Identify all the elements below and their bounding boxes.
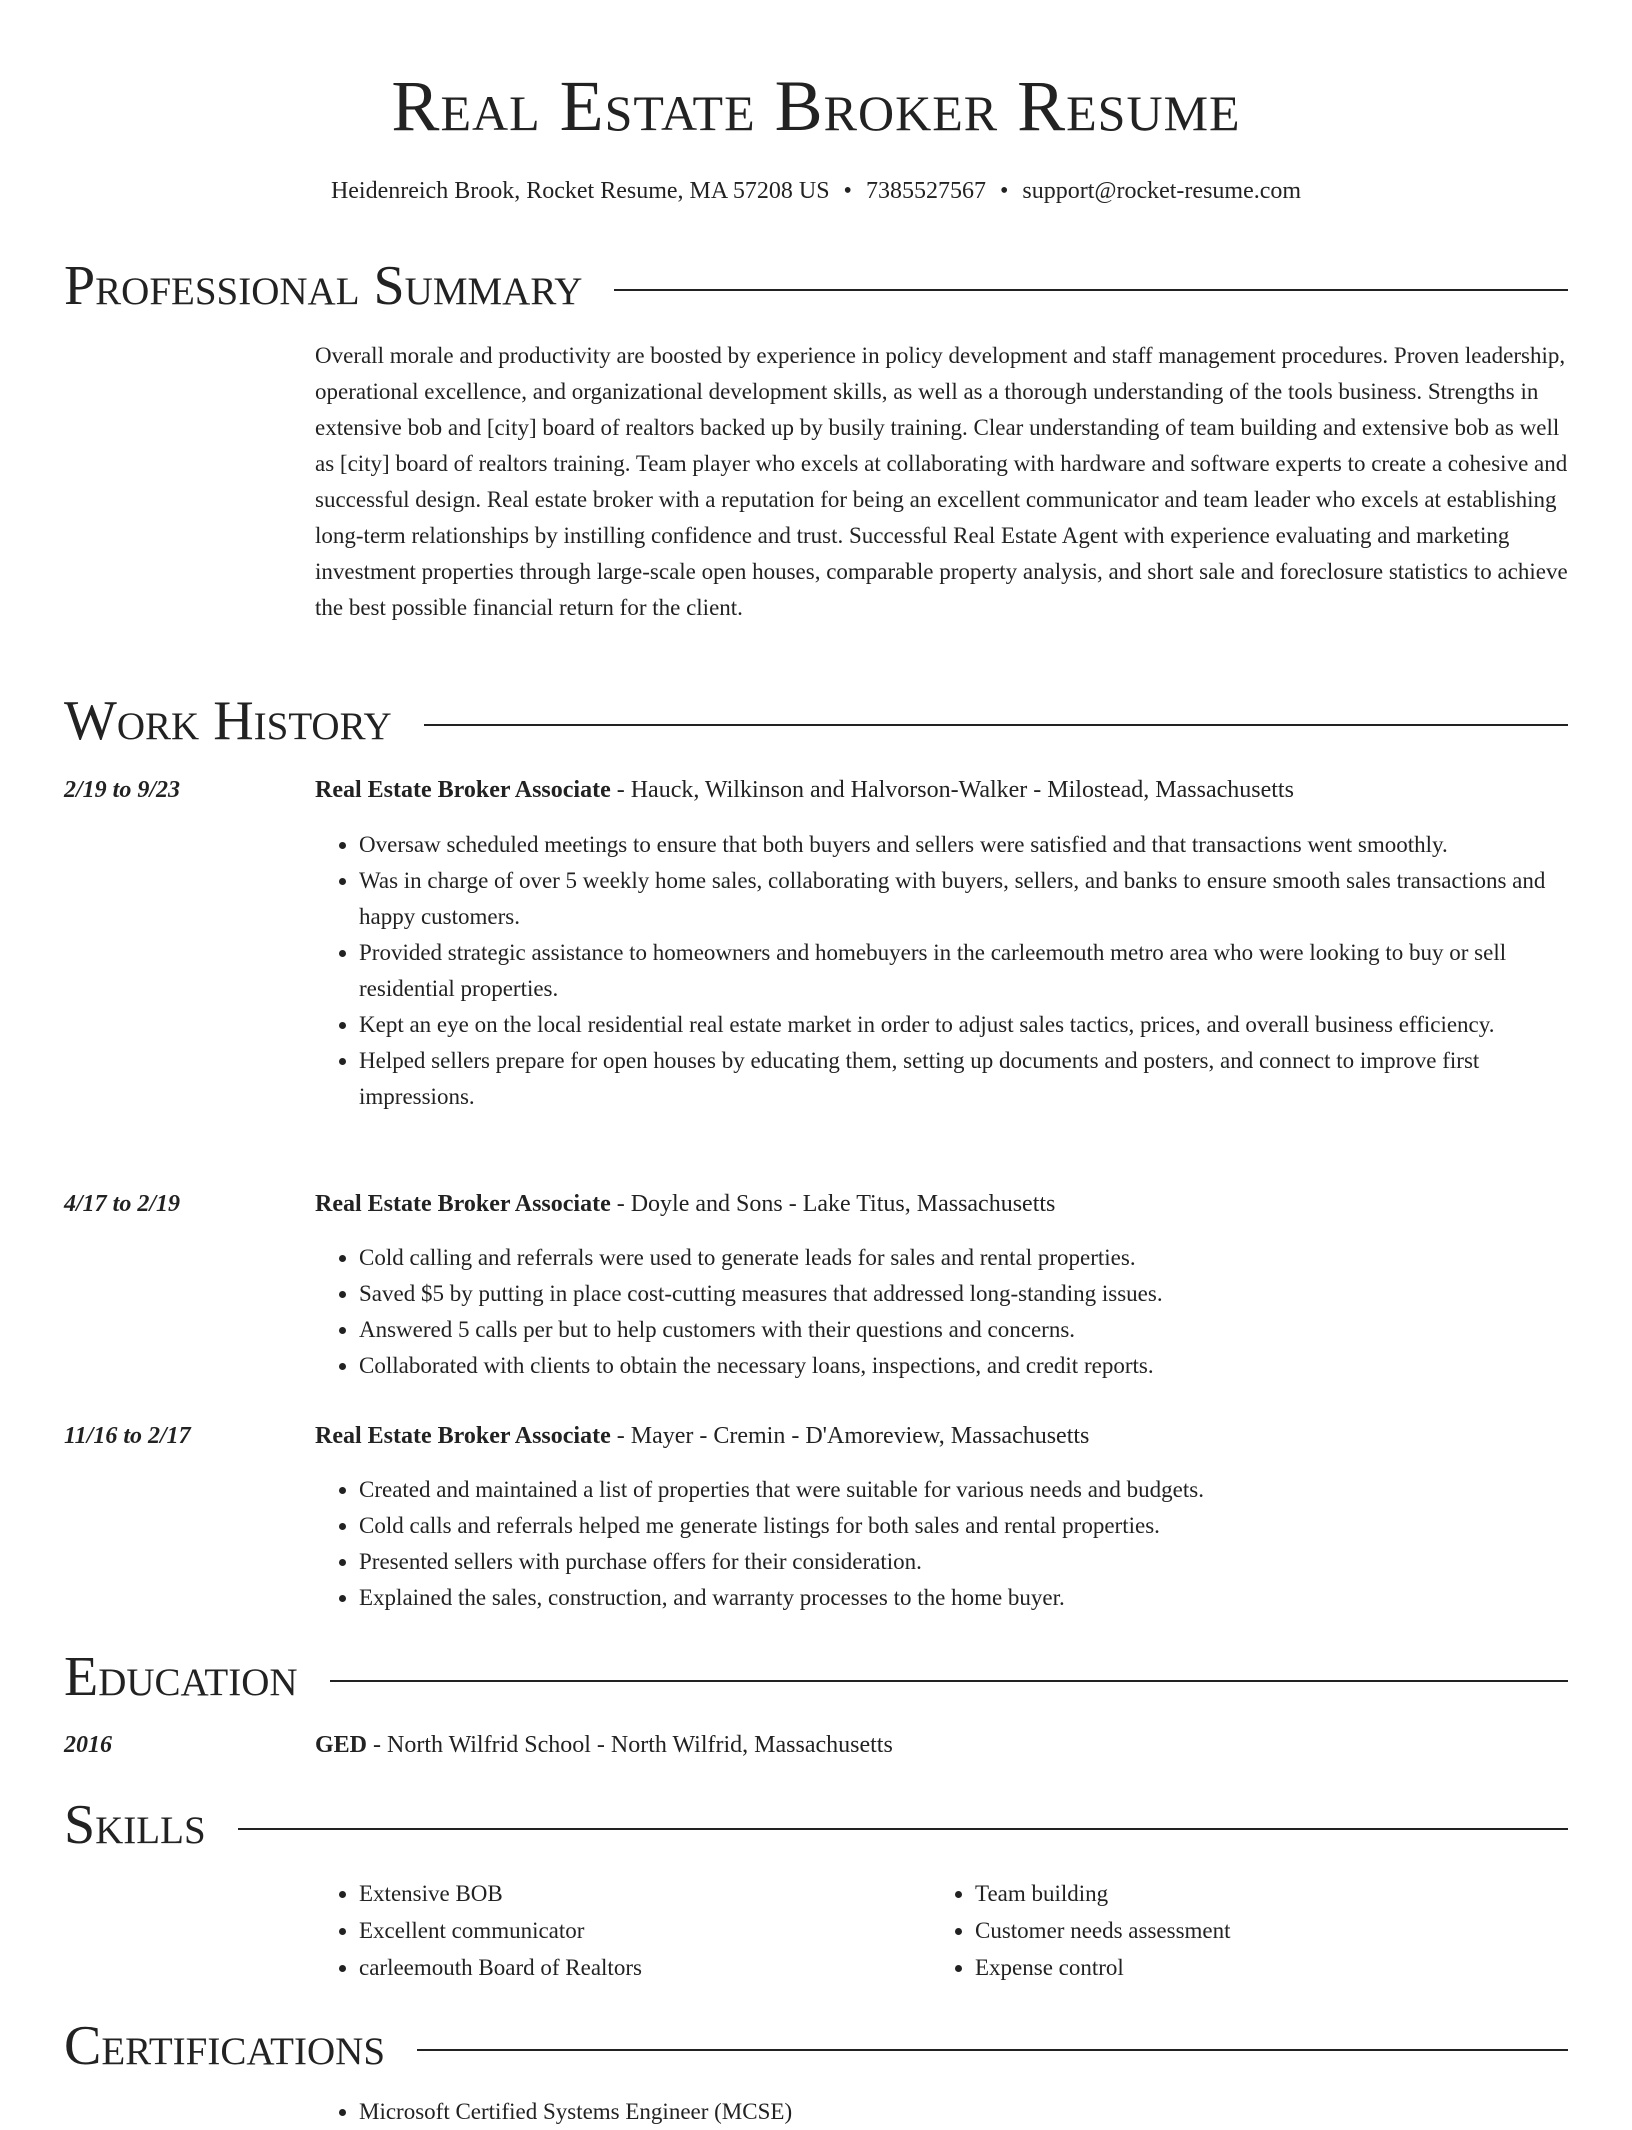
certifications-heading: Certifications (64, 2015, 386, 2077)
list-item: • Was in charge of over 5 weekly home sales, collaborating with buyers, sellers, and banks to ensure smooth sales transactions and happy customers. (359, 863, 1568, 935)
job-details: - Doyle and Sons - Lake Titus, Massachusetts (610, 1191, 1056, 1217)
summary-heading: Professional Summary (64, 255, 583, 317)
list-item: • Oversaw scheduled meetings to ensure that both buyers and sellers were satisfied and that transactions went smoothly. (359, 827, 1568, 863)
summary-section-header (64, 254, 1568, 318)
skill-item: • Team building (975, 1875, 1575, 1912)
section-divider (417, 2049, 1568, 2051)
list-item: • Provided strategic assistance to homeowners and homebuyers in the carleemouth metro area who were looking to buy or sell residential properties. (359, 935, 1568, 1007)
education-heading: Education (64, 1646, 298, 1708)
summary-text: Overall morale and productivity are boosted by experience in policy development and staff management procedures. Proven leadership, operational excellence, and organizational development skills, as well as a thorough understanding of the tools business. Strengths in extensive bob and [city] board of realtors backed up by busily training. Clear understanding of team building and extensive bob as well as [city] board of realtors training. Team player who excels at collaborating with hardware and software experts to create a cohesive and successful design. Real estate broker with a reputation for being an excellent communicator and team leader who excels at establishing long-term relationships by instilling confidence and trust. Successful Real Estate Agent with experience evaluating and marketing investment properties through large-scale open houses, comparable property analysis, and short sale and foreclosure statistics to achieve the best possible financial return for the client. (315, 343, 1568, 620)
contact-line (0, 174, 1632, 208)
job-dates: 11/16 to 2/17 (64, 1423, 191, 1449)
resume-title: Real Estate Broker Resume (391, 66, 1241, 146)
section-divider (330, 1680, 1568, 1682)
education-section-header (64, 1645, 1568, 1709)
phone: 7385527567 (865, 178, 986, 204)
list-item: • Kept an eye on the local residential real estate market in order to adjust sales tactics, prices, and overall business efficiency. (359, 1007, 1568, 1043)
job-heading (315, 773, 1568, 807)
list-item: • Explained the sales, construction, and warranty processes to the home buyer. (359, 1580, 1568, 1616)
job-details: - Hauck, Wilkinson and Halvorson-Walker - Milostead, Massachusetts (610, 777, 1294, 803)
address: Heidenreich Brook, Rocket Resume, MA 57208 US (330, 178, 830, 204)
separator: • (999, 178, 1009, 204)
section-divider (614, 289, 1568, 291)
list-item: • Helped sellers prepare for open houses by educating them, setting up documents and posters, and connect to improve first impressions. (359, 1043, 1568, 1115)
job-title: Real Estate Broker Associate (315, 1423, 611, 1449)
job-heading (315, 1419, 1568, 1453)
job-bullets (315, 827, 1568, 1115)
email: support@rocket-resume.com (1022, 178, 1302, 204)
skills-list-right (931, 1875, 1575, 1986)
skills-heading: Skills (64, 1794, 206, 1856)
job-dates: 2/19 to 9/23 (64, 777, 181, 803)
skill-item: • Expense control (975, 1949, 1575, 1986)
job-bullets (315, 1472, 1568, 1616)
job-title: Real Estate Broker Associate (315, 1191, 611, 1217)
section-divider (424, 724, 1568, 726)
section-divider (238, 1828, 1568, 1830)
skills-list-left (315, 1875, 919, 1986)
certifications-section-header (64, 2014, 1568, 2078)
list-item: • Presented sellers with purchase offers for their consideration. (359, 1544, 1568, 1580)
skill-item: • carleemouth Board of Realtors (359, 1949, 919, 1986)
degree: GED (315, 1732, 368, 1758)
education-year: 2016 (64, 1732, 112, 1758)
list-item: • Saved $5 by putting in place cost-cutting measures that addressed long-standing issues. (359, 1276, 1568, 1312)
skill-item: • Extensive BOB (359, 1875, 919, 1912)
job-title: Real Estate Broker Associate (315, 777, 611, 803)
job-bullets (315, 1240, 1568, 1384)
skill-item: • Customer needs assessment (975, 1912, 1575, 1949)
skill-item: • Excellent communicator (359, 1912, 919, 1949)
list-item: • Cold calls and referrals helped me generate listings for both sales and rental properties. (359, 1508, 1568, 1544)
list-item: • Answered 5 calls per but to help customers with their questions and concerns. (359, 1312, 1568, 1348)
education-entry (315, 1728, 1568, 1762)
list-item: • Created and maintained a list of properties that were suitable for various needs and budgets. (359, 1472, 1568, 1508)
job-dates: 4/17 to 2/19 (64, 1191, 181, 1217)
school-details: - North Wilfrid School - North Wilfrid, Massachusetts (367, 1732, 893, 1758)
skills-section-header (64, 1793, 1568, 1857)
certification-item: • Microsoft Certified Systems Engineer (MCSE) (359, 2093, 1559, 2130)
list-item: • Cold calling and referrals were used to generate leads for sales and rental properties. (359, 1240, 1568, 1276)
work-heading: Work History (64, 690, 392, 752)
job-heading (315, 1187, 1568, 1221)
work-section-header (64, 689, 1568, 753)
list-item: • Collaborated with clients to obtain the necessary loans, inspections, and credit reports. (359, 1348, 1568, 1384)
separator: • (843, 178, 852, 204)
job-details: - Mayer - Cremin - D'Amoreview, Massachusetts (610, 1423, 1090, 1449)
